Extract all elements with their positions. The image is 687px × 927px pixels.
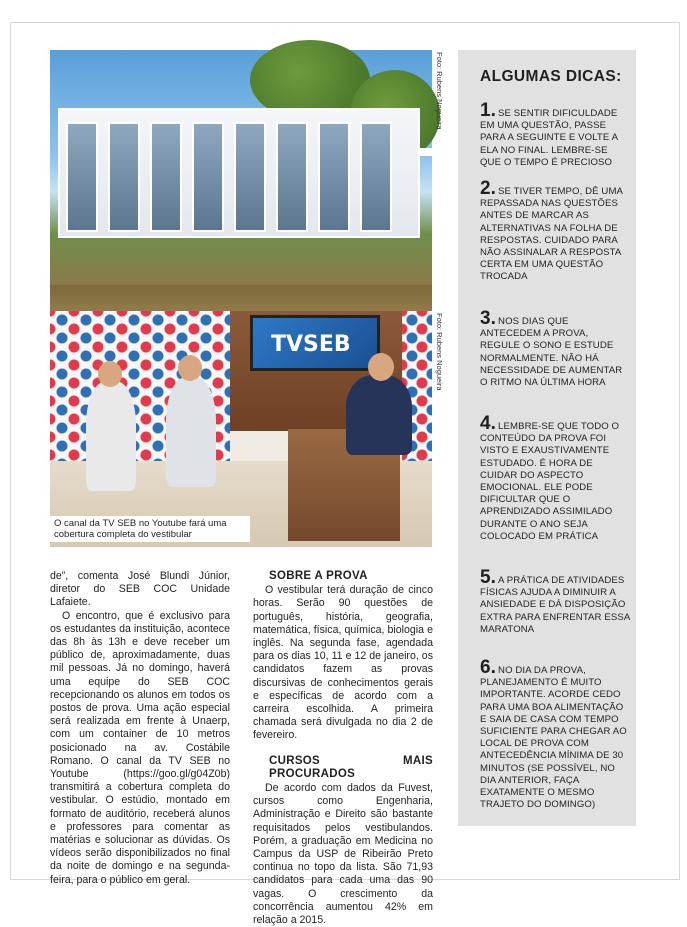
heading-sobre-a-prova: SOBRE A PROVA [269, 570, 368, 582]
tip-text: SE TIVER TEMPO, DÊ UMA REPASSADA NAS QUESTÕES ANTES DE MARCAR AS ALTERNATIVAS NA FOLHA DE RESPOSTAS. CUIDADO PARA NÃO ASSINALAR A RESPOSTA CERTA EM UMA QUESTÃO TROCADA [480, 186, 623, 283]
tip-text: LEMBRE-SE QUE TODO O CONTEÚDO DA PROVA FOI VISTO E EXAUSTIVAMENTE ESTUDADO. É HORA DE CUIDAR DO ASPECTO EMOCIONAL. ELE PODE DIFICULTAR QUE O APRENDIZADO ASSIMILADO DURANTE O ANO SEJA COLOCADO EM PRÁTICA [480, 421, 620, 542]
tip-6 [480, 657, 630, 811]
tip-1 [480, 100, 630, 169]
tv-logo: TVSEB [271, 332, 351, 357]
photo1-credit: Foto: Rubens Nogueira [435, 52, 444, 130]
tip-text: A PRÁTICA DE ATIVIDADES FÍSICAS AJUDA A DIMINUIR A ANSIEDADE E DÁ DISPOSIÇÃO EXTRA PARA ENFRENTAR ESSA MARATONA [480, 575, 630, 635]
tip-number: 1. [480, 100, 497, 121]
tip-number: 4. [480, 413, 497, 434]
presenter-2 [166, 377, 216, 487]
heading-cursos-mais-procurados: CURSOS MAIS PROCURADOS [269, 754, 433, 780]
middle-paragraph-2: De acordo com dados da Fuvest, cursos como Engenharia, Administração e Direito são bastante requisitados pelos vestibulandos. Porém, a graduação em Medicina no Campus da USP de Ribeirão Preto continua no topo da lista. São 71,93 candidatos para cada uma das 90 vagas. O crescimento da concorrência aumentou 42% em relação a 2015. [253, 782, 433, 927]
presenter-3 [346, 375, 412, 455]
middle-column [253, 570, 433, 927]
tip-5 [480, 567, 630, 636]
presenter-1-head [98, 361, 122, 387]
tips-sidebar [458, 50, 636, 826]
presenter-1 [86, 381, 136, 491]
tip-number: 6. [480, 657, 497, 678]
middle-paragraph-1: O vestibular terá duração de cinco horas. Serão 90 questões de português, história, geografia, matemática, física, química, biologia e inglês. Na segunda fase, agendada para os dias 10, 11 e 12 de janeiro, os candidatos fazem as provas discursivas de conhecimentos gerais e específicas de acordo com a carreira escolhida. A primeira chamada será divulgada no dia 2 de fevereiro. [253, 584, 433, 742]
studio-photo [50, 311, 432, 547]
photo2-credit: Foto: Rubens Nogueira [435, 313, 444, 391]
left-paragraph-2: O encontro, que é exclusivo para os estudantes da instituição, acontece das 8h às 13h e deve receber um público de, aproximadamente, duas mil pessoas. Já no domingo, haverá uma equipe do SEB COC recepcionando os alunos em todos os postos de prova. Uma ação especial será realizada em frente à Unaerp, com um container de 10 metros posicionado na av. Costábile Romano. O canal da TV SEB no Youtube (https://goo.gl/g04Z0b) transmitirá a cobertura completa do vestibular. O estúdio, montado em formato de auditório, receberá alunos e professores para comentar as matérias e solucionar as dúvidas. Os vídeos serão disponibilizados no final da noite de domingo e na segunda-feira, para o público em geral. [50, 609, 230, 886]
tip-3 [480, 308, 630, 389]
left-paragraph-1: de”, comenta José Blundi Júnior, diretor do SEB COC Unidade Lafaiete. [50, 570, 230, 609]
tip-number: 2. [480, 178, 497, 199]
photo-caption: O canal da TV SEB no Youtube fará uma cobertura completa do vestibular [50, 516, 250, 542]
container-building [58, 108, 420, 238]
tip-2 [480, 178, 630, 284]
tip-text: NOS DIAS QUE ANTECEDEM A PROVA, REGULE O SONO E ESTUDE NORMALMENTE. NÃO HÁ NECESSIDADE DE AUMENTAR O RITMO NA ÚLTIMA HORA [480, 316, 623, 389]
tip-number: 3. [480, 308, 497, 329]
presenter-2-head [178, 355, 202, 381]
left-column [50, 570, 230, 887]
tip-text: SE SENTIR DIFICULDADE EM UMA QUESTÃO, PASSE PARA A SEGUINTE E VOLTE A ELA NO FINAL. LEMBRE-SE QUE O TEMPO É PRECIOSO [480, 108, 618, 168]
container-photo [50, 50, 432, 286]
tip-text: NO DIA DA PROVA, PLANEJAMENTO É MUITO IMPORTANTE. ACORDE CEDO PARA UMA BOA ALIMENTAÇÃO E SAIA DE CASA COM TEMPO SUFICIENTE PARA CHEGAR AO LOCAL DE PROVA COM ANTECEDÊNCIA MÍNIMA DE 30 MINUTOS (SE POSSÍVEL, NO DIA ANTERIOR, FAÇA EXATAMENTE O MESMO TRAJETO DO DOMINGO) [480, 665, 627, 811]
tip-number: 5. [480, 567, 497, 588]
tip-4 [480, 413, 630, 543]
tv-screen [250, 315, 380, 371]
presenter-3-head [368, 353, 394, 381]
sidebar-title: ALGUMAS DICAS: [480, 68, 622, 85]
